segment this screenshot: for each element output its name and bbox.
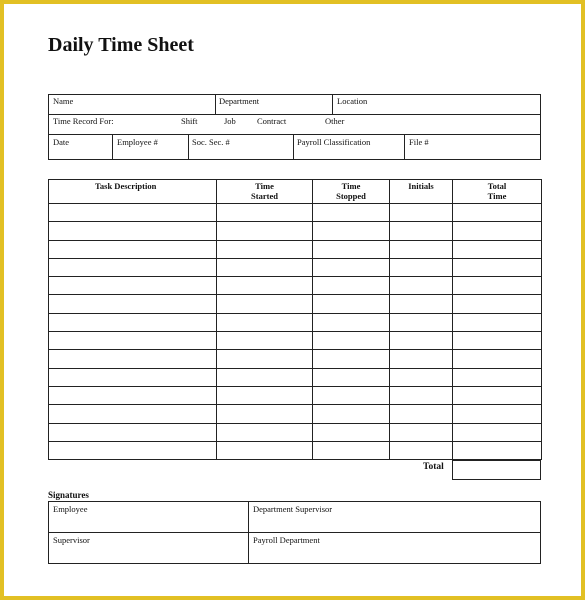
task-cell[interactable]: [453, 368, 542, 386]
department-field-label[interactable]: Department: [219, 96, 260, 106]
info-divider: [293, 134, 294, 160]
task-table-header: [49, 180, 542, 204]
task-row: [49, 368, 542, 386]
task-cell[interactable]: [49, 277, 217, 295]
task-cell[interactable]: [49, 386, 217, 404]
total-value-cell[interactable]: [452, 460, 541, 480]
task-cell[interactable]: [217, 405, 313, 423]
task-cell[interactable]: [313, 405, 390, 423]
name-field-label[interactable]: Name: [53, 96, 74, 106]
soc-sec-field-label[interactable]: Soc. Sec. #: [192, 137, 230, 147]
info-divider: [215, 94, 216, 114]
task-cell[interactable]: [453, 332, 542, 350]
task-row: [49, 277, 542, 295]
task-cell[interactable]: [390, 222, 453, 240]
task-cell[interactable]: [390, 277, 453, 295]
task-row: [49, 258, 542, 276]
task-cell[interactable]: [390, 313, 453, 331]
task-cell[interactable]: [390, 368, 453, 386]
signatures-title: Signatures: [48, 490, 89, 500]
time-record-for-label: Time Record For:: [53, 116, 114, 126]
job-option[interactable]: Job: [224, 116, 236, 126]
task-cell[interactable]: [49, 332, 217, 350]
info-divider: [112, 134, 113, 160]
task-cell[interactable]: [390, 441, 453, 459]
task-row: [49, 204, 542, 222]
task-cell[interactable]: [313, 332, 390, 350]
task-cell[interactable]: [390, 386, 453, 404]
supervisor-signature-field[interactable]: Supervisor: [53, 535, 90, 545]
task-cell[interactable]: [49, 295, 217, 313]
task-row: [49, 386, 542, 404]
shift-option[interactable]: Shift: [181, 116, 198, 126]
task-cell[interactable]: [453, 423, 542, 441]
task-cell[interactable]: [313, 350, 390, 368]
task-cell[interactable]: [453, 313, 542, 331]
contract-option[interactable]: Contract: [257, 116, 287, 126]
task-cell[interactable]: [313, 204, 390, 222]
task-cell[interactable]: [453, 441, 542, 459]
payroll-department-signature-field[interactable]: Payroll Department: [253, 535, 320, 545]
task-row: [49, 295, 542, 313]
task-cell[interactable]: [49, 204, 217, 222]
page-title: Daily Time Sheet: [48, 34, 194, 56]
task-cell[interactable]: [313, 277, 390, 295]
task-cell[interactable]: [217, 332, 313, 350]
other-option[interactable]: Other: [325, 116, 345, 126]
task-cell[interactable]: [49, 222, 217, 240]
task-cell[interactable]: [390, 258, 453, 276]
task-cell[interactable]: [217, 368, 313, 386]
task-cell[interactable]: [313, 368, 390, 386]
task-cell[interactable]: [217, 350, 313, 368]
task-row: [49, 332, 542, 350]
task-row: [49, 240, 542, 258]
task-cell[interactable]: [453, 386, 542, 404]
task-cell[interactable]: [217, 386, 313, 404]
task-cell[interactable]: [390, 423, 453, 441]
total-time-header: Total Time: [453, 180, 542, 204]
signature-divider: [48, 532, 541, 533]
employee-signature-field[interactable]: Employee: [53, 504, 88, 514]
task-row: [49, 441, 542, 459]
info-divider: [332, 94, 333, 114]
task-cell[interactable]: [49, 258, 217, 276]
task-cell[interactable]: [453, 405, 542, 423]
task-cell[interactable]: [217, 222, 313, 240]
date-field-label[interactable]: Date: [53, 137, 70, 147]
task-cell[interactable]: [313, 258, 390, 276]
task-cell[interactable]: [217, 204, 313, 222]
task-cell[interactable]: [453, 295, 542, 313]
task-cell[interactable]: [453, 204, 542, 222]
time-stopped-header: Time Stopped: [313, 180, 390, 204]
task-cell[interactable]: [390, 204, 453, 222]
task-cell[interactable]: [217, 240, 313, 258]
task-cell[interactable]: [390, 295, 453, 313]
time-started-header: Time Started: [217, 180, 313, 204]
task-cell[interactable]: [217, 313, 313, 331]
task-cell[interactable]: [49, 368, 217, 386]
task-cell[interactable]: [49, 441, 217, 459]
task-cell[interactable]: [390, 332, 453, 350]
task-cell[interactable]: [49, 423, 217, 441]
task-cell[interactable]: [453, 277, 542, 295]
task-cell[interactable]: [49, 240, 217, 258]
task-cell[interactable]: [217, 295, 313, 313]
task-cell[interactable]: [313, 240, 390, 258]
task-cell[interactable]: [453, 350, 542, 368]
info-divider: [48, 114, 541, 115]
task-cell[interactable]: [313, 423, 390, 441]
task-cell[interactable]: [313, 313, 390, 331]
task-cell[interactable]: [390, 405, 453, 423]
task-cell[interactable]: [49, 405, 217, 423]
task-cell[interactable]: [313, 386, 390, 404]
total-label: Total: [423, 462, 444, 472]
location-field-label[interactable]: Location: [337, 96, 368, 106]
task-cell[interactable]: [49, 350, 217, 368]
task-table: [48, 179, 542, 460]
task-row: [49, 222, 542, 240]
task-row: [49, 313, 542, 331]
task-cell[interactable]: [217, 277, 313, 295]
task-cell[interactable]: [313, 441, 390, 459]
payroll-classification-field-label[interactable]: Payroll Classification: [297, 137, 371, 147]
task-cell[interactable]: [49, 313, 217, 331]
task-description-header: Task Description: [49, 180, 217, 204]
task-cell[interactable]: [313, 295, 390, 313]
task-row: [49, 405, 542, 423]
info-divider: [404, 134, 405, 160]
task-cell[interactable]: [390, 240, 453, 258]
info-divider: [188, 134, 189, 160]
signature-divider: [248, 501, 249, 564]
task-cell[interactable]: [313, 222, 390, 240]
info-divider: [48, 134, 541, 135]
task-row: [49, 423, 542, 441]
task-cell[interactable]: [390, 350, 453, 368]
employee-info-box: [48, 94, 541, 160]
task-cell[interactable]: [453, 222, 542, 240]
task-cell[interactable]: [453, 258, 542, 276]
task-cell[interactable]: [217, 258, 313, 276]
file-number-field-label[interactable]: File #: [409, 137, 429, 147]
task-row: [49, 350, 542, 368]
task-cell[interactable]: [217, 441, 313, 459]
task-cell[interactable]: [217, 423, 313, 441]
initials-header: Initials: [390, 180, 453, 204]
department-supervisor-signature-field[interactable]: Department Supervisor: [253, 504, 333, 514]
task-cell[interactable]: [453, 240, 542, 258]
employee-number-field-label[interactable]: Employee #: [117, 137, 158, 147]
